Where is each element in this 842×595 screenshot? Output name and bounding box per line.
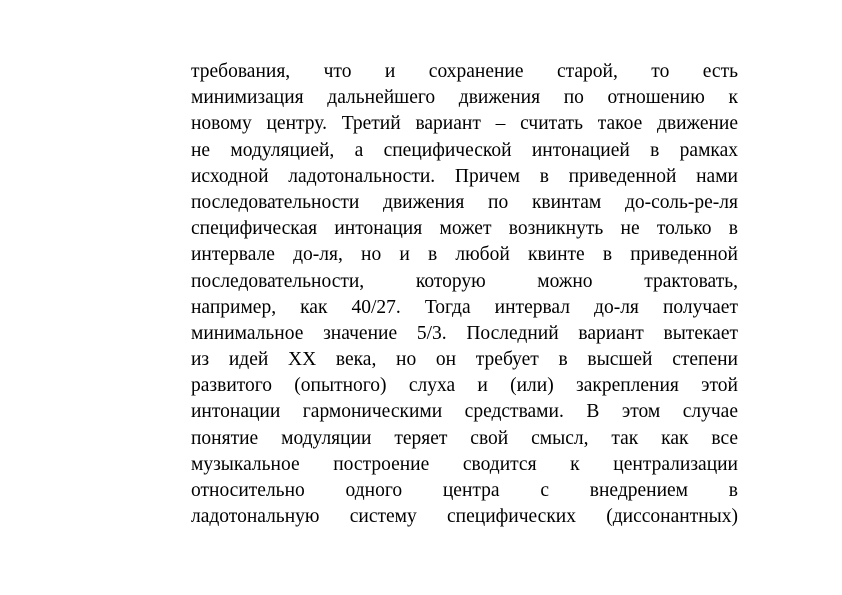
text-line: ладотональную систему специфических (диссонантных) — [191, 506, 738, 528]
text-line: исходной ладотональности. Причем в приведенной нами — [191, 165, 738, 187]
text-line: новому центру. Третий вариант – считать такое движение — [191, 113, 738, 135]
text-line: например, как 40/27. Тогда интервал до-ля получает — [191, 296, 738, 318]
text-line: относительно одного центра с внедрением в — [191, 480, 738, 501]
body-text — [191, 59, 738, 530]
text-line: из идей XX века, но он требует в высшей степени — [191, 349, 738, 371]
text-line: развитого (опытного) слуха и (или) закрепления этой — [191, 375, 738, 397]
text-line: специфическая интонация может возникнуть не только в — [191, 218, 738, 240]
text-line: интервале до-ля, но и в любой квинте в приведенной — [191, 244, 738, 266]
text-line: музыкальное построение сводится к централизации — [191, 453, 738, 475]
text-line: минимальное значение 5/3. Последний вариант вытекает — [191, 322, 738, 344]
text-line: интонации гармоническими средствами. В этом случае — [191, 401, 738, 423]
text-line: не модуляцией, а специфической интонацией в рамках — [191, 139, 738, 161]
text-line: последовательности движения по квинтам до-соль-ре-ля — [191, 191, 738, 213]
text-line: требования, что и сохранение старой, то есть — [191, 61, 738, 82]
text-line: последовательности, которую можно трактовать, — [191, 270, 738, 292]
text-line: минимизация дальнейшего движения по отношению к — [191, 87, 738, 109]
text-line: понятие модуляции теряет свой смысл, так как все — [191, 427, 738, 449]
